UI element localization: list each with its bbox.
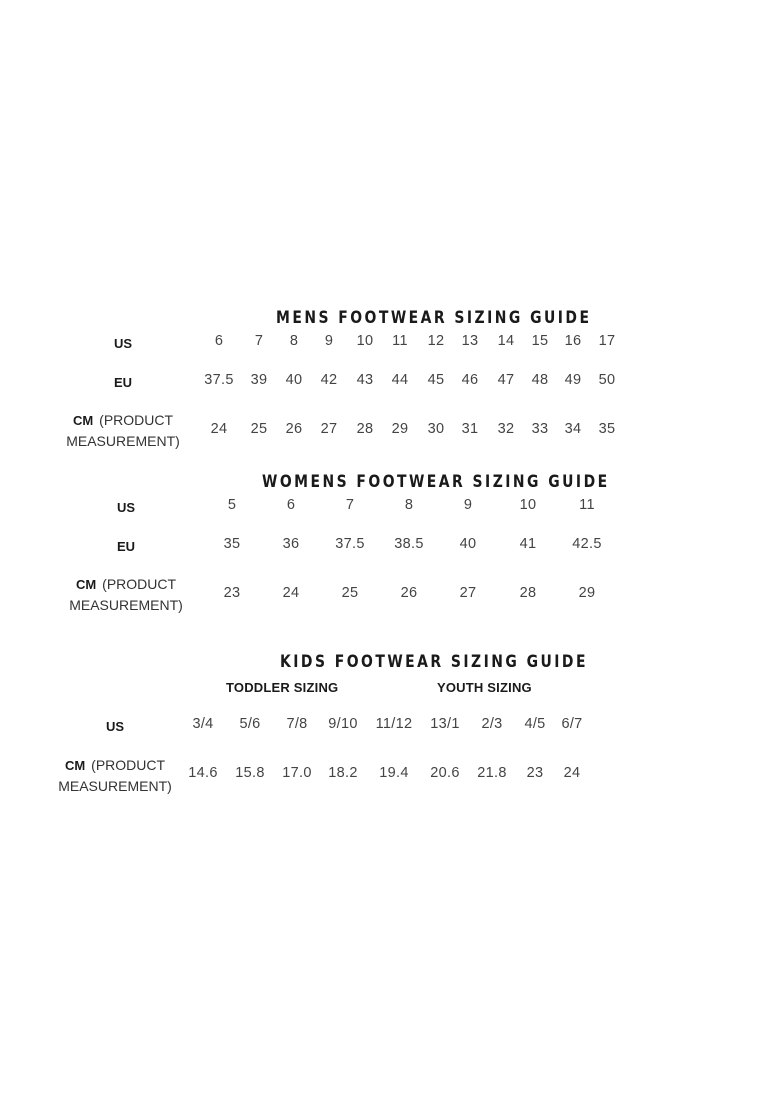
toddler-sizing-label: TODDLER SIZING xyxy=(226,680,339,695)
womens-cm-cell: 28 xyxy=(519,585,537,601)
womens-us-cell: 9 xyxy=(463,497,473,513)
womens-cm-label xyxy=(61,574,191,616)
womens-cm-label-paren: (PRODUCT xyxy=(102,576,177,592)
mens-us-cell: 6 xyxy=(214,333,224,349)
womens-eu-label-text: EU xyxy=(116,539,136,554)
mens-cm-cell: 27 xyxy=(320,421,338,437)
kids-us-cell: 9/10 xyxy=(328,716,358,732)
mens-eu-cell: 50 xyxy=(598,372,616,388)
mens-us-cell: 11 xyxy=(392,333,408,349)
womens-us-cell: 5 xyxy=(227,497,237,513)
womens-title: WOMENS FOOTWEAR SIZING GUIDE xyxy=(262,472,610,492)
mens-cm-label-line2: MEASUREMENT) xyxy=(66,433,180,449)
kids-cm-label-code: CM xyxy=(64,758,86,773)
womens-us-label-text: US xyxy=(116,500,136,515)
kids-us-cell: 7/8 xyxy=(286,716,308,732)
mens-eu-cell: 43 xyxy=(356,372,374,388)
mens-eu-label-text: EU xyxy=(113,375,133,390)
mens-eu-cell: 47 xyxy=(497,372,515,388)
mens-eu-cell: 44 xyxy=(391,372,409,388)
mens-us-cell: 9 xyxy=(324,333,334,349)
mens-us-cell: 17 xyxy=(598,333,616,349)
womens-eu-cell: 40 xyxy=(459,536,477,552)
mens-cm-cell: 28 xyxy=(356,421,374,437)
mens-title: MENS FOOTWEAR SIZING GUIDE xyxy=(276,308,592,328)
kids-cm-cell: 18.2 xyxy=(328,765,358,781)
mens-cm-cell: 25 xyxy=(250,421,268,437)
womens-eu-cell: 42.5 xyxy=(572,536,602,552)
womens-cm-cell: 24 xyxy=(282,585,300,601)
mens-us-cell: 15 xyxy=(531,333,549,349)
kids-cm-cell: 17.0 xyxy=(282,765,312,781)
mens-us-cell: 16 xyxy=(564,333,582,349)
womens-eu-cell: 36 xyxy=(282,536,300,552)
mens-eu-cell: 49 xyxy=(564,372,582,388)
kids-cm-cell: 14.6 xyxy=(188,765,218,781)
womens-eu-label xyxy=(103,536,149,557)
kids-us-cell: 13/1 xyxy=(430,716,460,732)
mens-cm-cell: 33 xyxy=(531,421,549,437)
kids-us-cell: 4/5 xyxy=(524,716,546,732)
mens-us-label xyxy=(100,333,146,354)
womens-us-cell: 11 xyxy=(579,497,595,513)
mens-us-label-text: US xyxy=(113,336,133,351)
mens-eu-cell: 42 xyxy=(320,372,338,388)
mens-us-cell: 7 xyxy=(254,333,264,349)
mens-us-cell: 14 xyxy=(497,333,515,349)
mens-eu-label xyxy=(100,372,146,393)
youth-sizing-label: YOUTH SIZING xyxy=(437,680,532,695)
mens-cm-cell: 31 xyxy=(461,421,479,437)
mens-cm-cell: 29 xyxy=(391,421,409,437)
womens-cm-cell: 27 xyxy=(459,585,477,601)
womens-cm-label-line2: MEASUREMENT) xyxy=(69,597,183,613)
womens-us-cell: 10 xyxy=(519,497,537,513)
womens-cm-cell: 23 xyxy=(223,585,241,601)
womens-eu-cell: 37.5 xyxy=(335,536,365,552)
kids-title: KIDS FOOTWEAR SIZING GUIDE xyxy=(280,652,588,672)
kids-cm-cell: 15.8 xyxy=(235,765,265,781)
mens-cm-cell: 30 xyxy=(427,421,445,437)
womens-cm-label-code: CM xyxy=(75,577,97,592)
kids-cm-cell: 21.8 xyxy=(477,765,507,781)
mens-cm-label-paren: (PRODUCT xyxy=(99,412,174,428)
kids-cm-cell: 19.4 xyxy=(379,765,409,781)
kids-cm-cell: 23 xyxy=(526,765,544,781)
womens-us-cell: 8 xyxy=(404,497,414,513)
mens-cm-cell: 24 xyxy=(210,421,228,437)
womens-cm-cell: 29 xyxy=(578,585,596,601)
kids-us-label-text: US xyxy=(105,719,125,734)
kids-cm-cell: 20.6 xyxy=(430,765,460,781)
kids-us-cell: 5/6 xyxy=(239,716,261,732)
mens-cm-cell: 32 xyxy=(497,421,515,437)
mens-eu-cell: 37.5 xyxy=(204,372,234,388)
womens-cm-cell: 25 xyxy=(341,585,359,601)
womens-eu-cell: 38.5 xyxy=(394,536,424,552)
kids-us-label xyxy=(92,716,138,737)
kids-cm-label-paren: (PRODUCT xyxy=(91,757,166,773)
mens-us-cell: 13 xyxy=(461,333,479,349)
mens-eu-cell: 46 xyxy=(461,372,479,388)
kids-cm-label-line2: MEASUREMENT) xyxy=(58,778,172,794)
mens-eu-cell: 40 xyxy=(285,372,303,388)
kids-us-cell: 3/4 xyxy=(192,716,214,732)
mens-us-cell: 8 xyxy=(289,333,299,349)
mens-eu-cell: 48 xyxy=(531,372,549,388)
kids-cm-label xyxy=(50,755,180,797)
mens-cm-label-code: CM xyxy=(72,413,94,428)
mens-cm-cell: 34 xyxy=(564,421,582,437)
mens-cm-label xyxy=(58,410,188,452)
kids-us-cell: 2/3 xyxy=(481,716,503,732)
kids-us-cell: 6/7 xyxy=(561,716,583,732)
womens-eu-cell: 41 xyxy=(519,536,537,552)
womens-us-cell: 6 xyxy=(286,497,296,513)
mens-us-cell: 10 xyxy=(356,333,374,349)
womens-us-label xyxy=(103,497,149,518)
womens-us-cell: 7 xyxy=(345,497,355,513)
womens-cm-cell: 26 xyxy=(400,585,418,601)
mens-eu-cell: 39 xyxy=(250,372,268,388)
mens-cm-cell: 26 xyxy=(285,421,303,437)
mens-cm-cell: 35 xyxy=(598,421,616,437)
kids-cm-cell: 24 xyxy=(563,765,581,781)
kids-us-cell: 11/12 xyxy=(375,716,413,732)
mens-eu-cell: 45 xyxy=(427,372,445,388)
mens-us-cell: 12 xyxy=(427,333,445,349)
womens-eu-cell: 35 xyxy=(223,536,241,552)
